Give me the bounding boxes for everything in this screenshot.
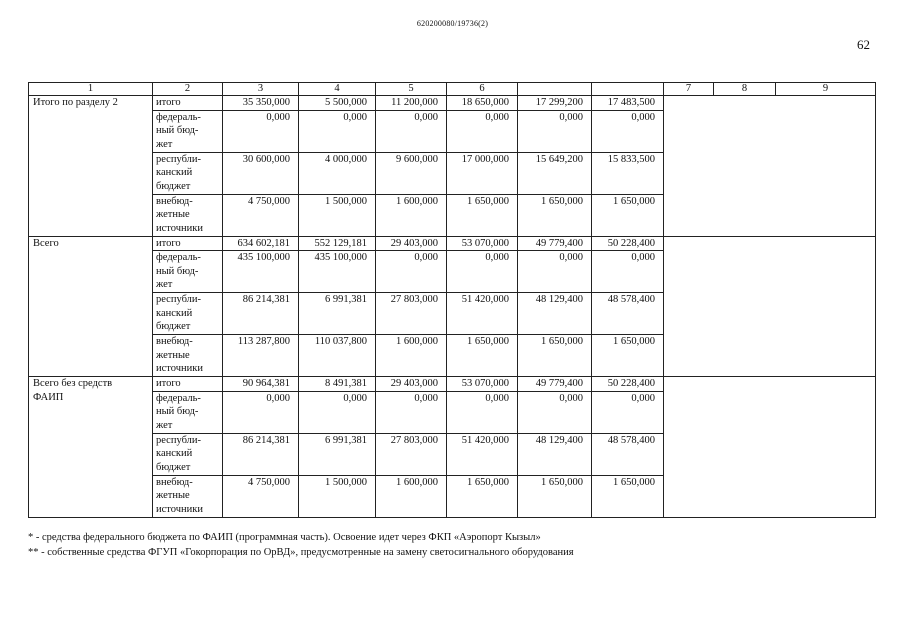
value-cell: 1 650,000 [592,194,664,236]
value-cell: 634 602,181 [223,236,299,251]
value-cell: 0,000 [447,110,518,152]
value-cell: 0,000 [447,391,518,433]
section-name-cell: Всего без средств ФАИП [29,377,153,518]
value-cell: 6 991,381 [299,293,376,335]
column-header: 2 [153,83,223,96]
value-cell: 50 228,400 [592,377,664,392]
section-name-cell: Итого по разделу 2 [29,96,153,237]
value-cell: 49 779,400 [518,236,592,251]
value-cell: 1 600,000 [376,475,447,517]
table-body [29,96,876,518]
value-cell: 1 650,000 [592,475,664,517]
value-cell: 18 650,000 [447,96,518,111]
empty-cell [776,236,876,377]
value-cell: 4 000,000 [299,152,376,194]
value-cell: 0,000 [223,110,299,152]
value-cell: 48 578,400 [592,433,664,475]
value-cell: 17 483,500 [592,96,664,111]
empty-cell [776,377,876,518]
column-header: 1 [29,83,153,96]
value-cell: 0,000 [592,391,664,433]
value-cell: 1 650,000 [447,475,518,517]
value-cell: 4 750,000 [223,194,299,236]
document-code: 620200080/19736(2) [416,19,489,28]
value-cell: 8 491,381 [299,377,376,392]
value-cell: 4 750,000 [223,475,299,517]
column-header: 6 [447,83,518,96]
value-cell: 35 350,000 [223,96,299,111]
value-cell: 48 578,400 [592,293,664,335]
funding-source-cell: федераль- ный бюд- жет [153,110,223,152]
column-header [518,83,592,96]
column-header: 3 [223,83,299,96]
value-cell: 0,000 [376,110,447,152]
value-cell: 113 287,800 [223,335,299,377]
column-header: 4 [299,83,376,96]
value-cell: 110 037,800 [299,335,376,377]
empty-cell [714,377,776,518]
funding-source-cell: внебюд- жетные источники [153,335,223,377]
value-cell: 9 600,000 [376,152,447,194]
value-cell: 435 100,000 [299,251,376,293]
value-cell: 1 500,000 [299,475,376,517]
value-cell: 51 420,000 [447,433,518,475]
value-cell: 17 299,200 [518,96,592,111]
value-cell: 1 650,000 [447,194,518,236]
value-cell: 0,000 [518,391,592,433]
value-cell: 15 649,200 [518,152,592,194]
value-cell: 435 100,000 [223,251,299,293]
value-cell: 86 214,381 [223,433,299,475]
value-cell: 1 650,000 [592,335,664,377]
value-cell: 1 500,000 [299,194,376,236]
value-cell: 5 500,000 [299,96,376,111]
value-cell: 15 833,500 [592,152,664,194]
funding-source-cell: внебюд- жетные источники [153,194,223,236]
value-cell: 17 000,000 [447,152,518,194]
value-cell: 53 070,000 [447,236,518,251]
empty-cell [714,236,776,377]
funding-source-cell: федераль- ный бюд- жет [153,251,223,293]
value-cell: 29 403,000 [376,377,447,392]
funding-source-cell: внебюд- жетные источники [153,475,223,517]
funding-source-cell: республи- канский бюджет [153,433,223,475]
column-header: 9 [776,83,876,96]
value-cell: 0,000 [447,251,518,293]
table-header-row [29,83,876,96]
footnote-federal-faip: * - средства федерального бюджета по ФАИП (программная часть). Освоение идет через ФКП «Аэропорт Кызыл» [28,532,541,543]
column-header: 5 [376,83,447,96]
funding-source-cell: республи- канский бюджет [153,293,223,335]
value-cell: 0,000 [376,391,447,433]
funding-source-cell: итого [153,96,223,111]
footnotes [28,530,574,560]
value-cell: 48 129,400 [518,293,592,335]
value-cell: 29 403,000 [376,236,447,251]
value-cell: 0,000 [592,251,664,293]
value-cell: 0,000 [299,391,376,433]
section-name-cell: Всего [29,236,153,377]
value-cell: 86 214,381 [223,293,299,335]
value-cell: 552 129,181 [299,236,376,251]
value-cell: 49 779,400 [518,377,592,392]
funding-source-cell: федераль- ный бюд- жет [153,391,223,433]
value-cell: 1 600,000 [376,194,447,236]
footnote-own-funds: ** - собственные средства ФГУП «Гокорпорация по ОрВД», предусмотренные на замену светосигнального оборудования [28,547,574,558]
table-row [29,236,876,251]
funding-source-cell: итого [153,377,223,392]
value-cell: 0,000 [518,110,592,152]
value-cell: 0,000 [299,110,376,152]
value-cell: 0,000 [592,110,664,152]
value-cell: 1 650,000 [447,335,518,377]
value-cell: 11 200,000 [376,96,447,111]
value-cell: 53 070,000 [447,377,518,392]
value-cell: 0,000 [376,251,447,293]
empty-cell [714,96,776,237]
value-cell: 48 129,400 [518,433,592,475]
empty-cell [664,96,714,237]
value-cell: 30 600,000 [223,152,299,194]
empty-cell [776,96,876,237]
table-row [29,377,876,392]
table-row [29,96,876,111]
budget-table [28,82,876,518]
funding-source-cell: республи- канский бюджет [153,152,223,194]
value-cell: 50 228,400 [592,236,664,251]
page-number: 62 [857,37,870,52]
value-cell: 27 803,000 [376,293,447,335]
value-cell: 0,000 [518,251,592,293]
empty-cell [664,236,714,377]
value-cell: 1 650,000 [518,194,592,236]
column-header: 8 [714,83,776,96]
column-header [592,83,664,96]
value-cell: 51 420,000 [447,293,518,335]
column-header: 7 [664,83,714,96]
value-cell: 1 600,000 [376,335,447,377]
value-cell: 6 991,381 [299,433,376,475]
value-cell: 0,000 [223,391,299,433]
funding-source-cell: итого [153,236,223,251]
value-cell: 1 650,000 [518,475,592,517]
value-cell: 1 650,000 [518,335,592,377]
value-cell: 27 803,000 [376,433,447,475]
value-cell: 90 964,381 [223,377,299,392]
empty-cell [664,377,714,518]
